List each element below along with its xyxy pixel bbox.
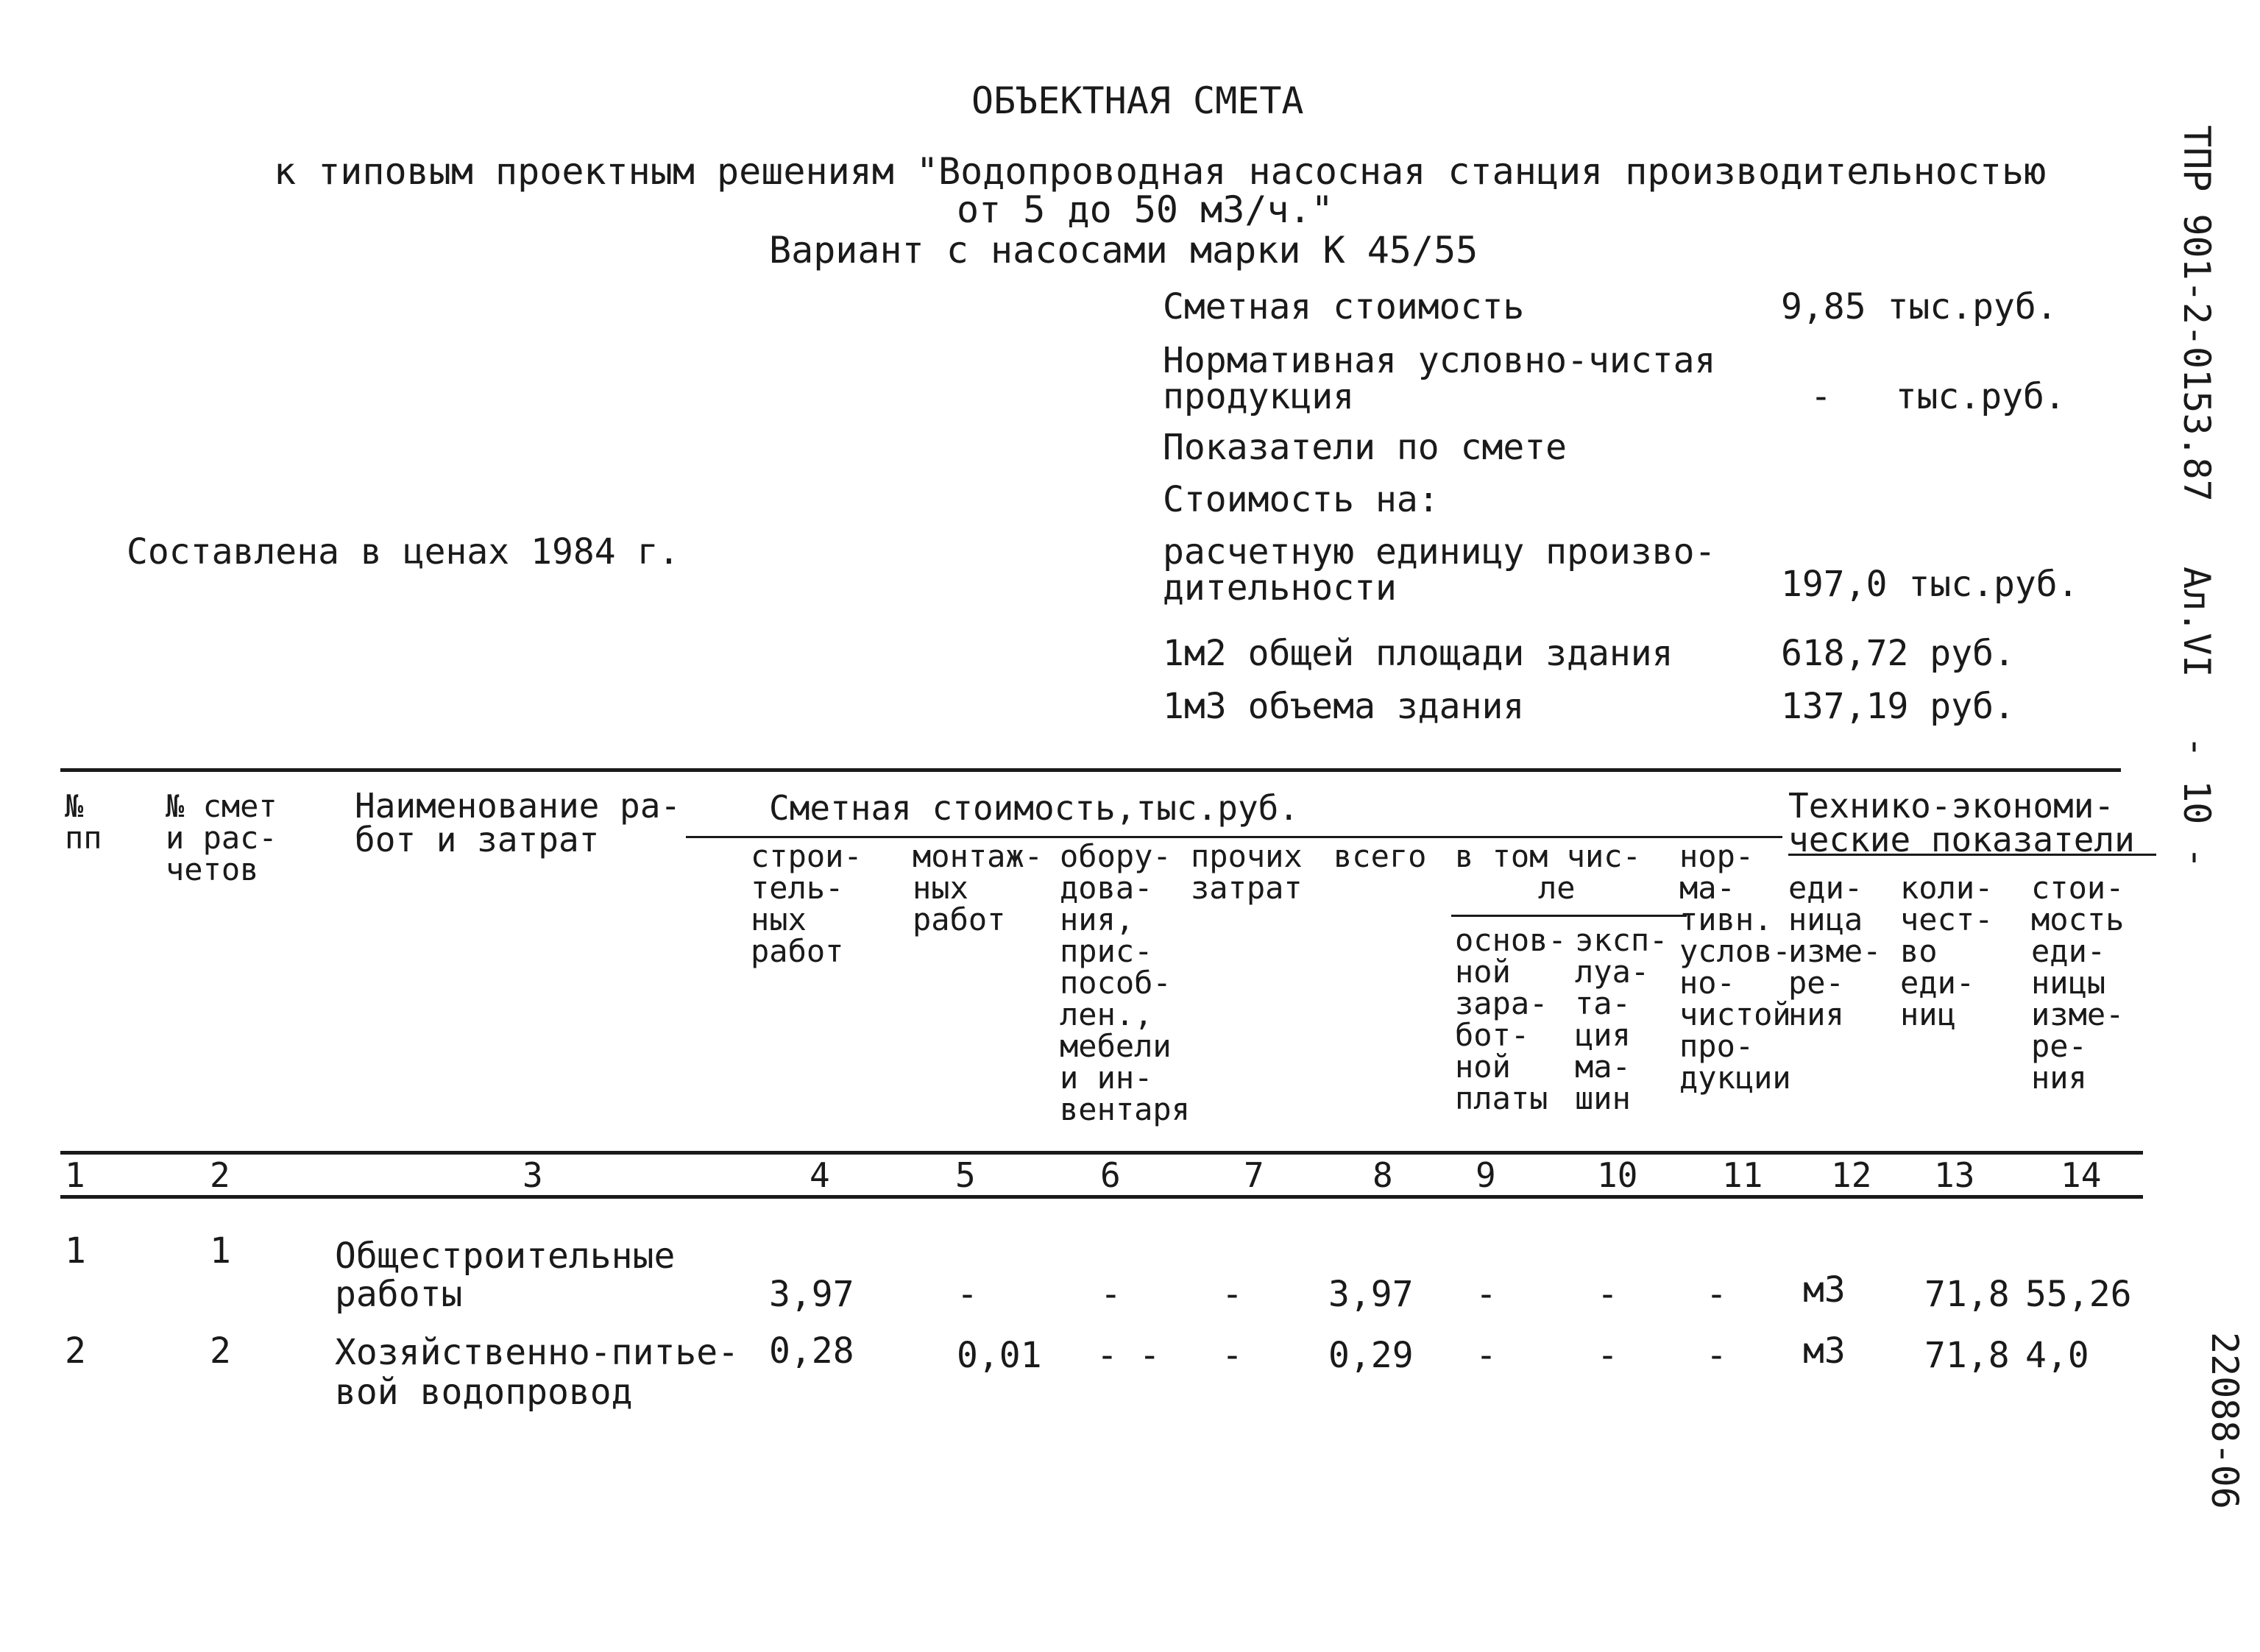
header-col12-line3: изме- (1788, 933, 1882, 969)
row1-name-line2: работы (335, 1274, 463, 1315)
header-col4-line2: тель- (751, 870, 844, 906)
page-number: - 10 - (2175, 736, 2218, 869)
column-numbers-rule (60, 1195, 2143, 1199)
header-col11-line8: дукции (1679, 1060, 1791, 1096)
header-col2-line3: четов (166, 851, 259, 887)
volume-label: 1м3 объема здания (1163, 686, 1525, 727)
normative-value: - тыс.руб. (1810, 376, 2066, 417)
inventory-stamp: 22088-06 (2203, 1332, 2246, 1509)
header-col10-line3: та- (1575, 985, 1631, 1021)
row1-num: 1 (65, 1230, 86, 1272)
column-number-6: 6 (1100, 1155, 1121, 1195)
row2-name-line1: Хозяйственно-питье- (335, 1332, 740, 1373)
column-number-7: 7 (1244, 1155, 1264, 1195)
row2-col11: - (1706, 1335, 1727, 1376)
row2-num: 2 (65, 1330, 86, 1372)
header-col5-line3: работ (913, 901, 1006, 937)
header-col3-line2: бот и затрат (355, 820, 600, 859)
header-col9-line5: ной (1455, 1049, 1511, 1085)
header-col13-line4: еди- (1900, 965, 1975, 1001)
indicators-label: Показатели по смете (1163, 427, 1568, 468)
header-col2-line1: № смет (166, 788, 277, 824)
header-col10-line4: ция (1575, 1017, 1631, 1053)
row2-estimate: 2 (210, 1330, 231, 1372)
header-cost-group: Сметная стоимость,тыс.руб. (769, 788, 1300, 828)
header-col10-line5: ма- (1575, 1049, 1631, 1085)
header-col11-line6: чистой (1679, 996, 1791, 1032)
header-col10-line1: эксп- (1575, 922, 1668, 958)
unit-label-line1: расчетную единицу произво- (1163, 531, 1716, 572)
header-col4-line3: ных (751, 901, 807, 937)
header-col14-line6: ре- (2031, 1028, 2087, 1064)
row2-col5: 0,01 (957, 1335, 1042, 1376)
header-incl-group-line1: в том чис- (1455, 838, 1641, 874)
header-col6-line8: и ин- (1060, 1060, 1153, 1096)
header-col8-line1: всего (1333, 838, 1427, 874)
area-value: 618,72 руб. (1781, 633, 2015, 674)
sheet-label: Ал.VI (2175, 567, 2218, 678)
header-col13-line1: коли- (1900, 870, 1994, 906)
table-top-rule (60, 768, 2121, 772)
row1-col10: - (1597, 1274, 1618, 1315)
header-col6-line4: прис- (1060, 933, 1153, 969)
cost-on-label: Стоимость на: (1163, 479, 1439, 520)
row2-col8: 0,29 (1328, 1335, 1414, 1376)
header-col9-line6: платы (1455, 1080, 1548, 1116)
row1-col11: - (1706, 1274, 1727, 1315)
row2-col10: - (1597, 1335, 1618, 1376)
row2-col4: 0,28 (769, 1330, 854, 1372)
header-col12-line2: ница (1788, 901, 1863, 937)
header-col5-line2: ных (913, 870, 968, 906)
incl-group-rule (1451, 915, 1687, 917)
row2-col14: 4,0 (2025, 1335, 2089, 1376)
document-title: ОБЪЕКТНАЯ СМЕТА (971, 79, 1304, 122)
column-number-14: 14 (2061, 1155, 2102, 1195)
row1-name-line1: Общестроительные (335, 1236, 676, 1277)
header-col11-line1: нор- (1679, 838, 1754, 874)
header-col11-line5: но- (1679, 965, 1735, 1001)
header-col13-line3: во (1900, 933, 1938, 969)
estimated-cost-value: 9,85 тыс.руб. (1781, 286, 2058, 327)
header-col11-line7: про- (1679, 1028, 1754, 1064)
document-subtitle-line2: от 5 до 50 м3/ч." (957, 188, 1333, 231)
unit-label-line2: дительности (1163, 567, 1397, 609)
header-col6-line2: дова- (1060, 870, 1153, 906)
header-col10-line6: шин (1575, 1080, 1631, 1116)
header-col14-line7: ния (2031, 1060, 2087, 1096)
header-col1-line1: № (65, 788, 84, 824)
header-col6-line9: вентаря (1060, 1091, 1191, 1127)
row1-col7: - (1222, 1274, 1243, 1315)
header-col6-line6: лен., (1060, 996, 1153, 1032)
row2-col9: - (1476, 1335, 1497, 1376)
column-number-11: 11 (1722, 1155, 1763, 1195)
normative-label-line2: продукция (1163, 376, 1355, 417)
header-col14-line2: мость (2031, 901, 2125, 937)
header-col13-line5: ниц (1900, 996, 1956, 1032)
header-col4-line4: работ (751, 933, 844, 969)
header-col6-line5: пособ- (1060, 965, 1172, 1001)
row1-col6: - (1100, 1274, 1122, 1315)
row1-col14: 55,26 (2025, 1274, 2132, 1315)
header-col9-line4: бот- (1455, 1017, 1530, 1053)
header-col4-line1: строи- (751, 838, 862, 874)
header-col2-line2: и рас- (166, 820, 277, 856)
row1-col12: м3 (1803, 1269, 1846, 1311)
row1-col13: 71,8 (1924, 1274, 2010, 1315)
row1-col8: 3,97 (1328, 1274, 1414, 1315)
column-number-1: 1 (65, 1155, 85, 1195)
row2-col13: 71,8 (1924, 1335, 2010, 1376)
header-col6-line7: мебели (1060, 1028, 1172, 1064)
header-col6-line1: обору- (1060, 838, 1172, 874)
header-col11-line2: ма- (1679, 870, 1735, 906)
row1-col4: 3,97 (769, 1274, 854, 1315)
row1-col5: - (957, 1274, 978, 1315)
column-number-8: 8 (1372, 1155, 1393, 1195)
header-col6-line3: ния, (1060, 901, 1135, 937)
header-col9-line1: основ- (1455, 922, 1567, 958)
column-number-13: 13 (1934, 1155, 1975, 1195)
estimated-cost-label: Сметная стоимость (1163, 286, 1525, 327)
header-incl-group-line2: ле (1538, 870, 1576, 906)
header-col10-line2: луа- (1575, 954, 1650, 990)
header-tech-group-line1: Технико-экономи- (1788, 786, 2115, 826)
header-col14-line5: изме- (2031, 996, 2125, 1032)
column-number-5: 5 (955, 1155, 976, 1195)
column-number-12: 12 (1831, 1155, 1872, 1195)
volume-value: 137,19 руб. (1781, 686, 2015, 727)
column-number-3: 3 (523, 1155, 543, 1195)
header-col9-line2: ной (1455, 954, 1511, 990)
area-label: 1м2 общей площади здания (1163, 633, 1673, 674)
header-col9-line3: зара- (1455, 985, 1548, 1021)
document-code: ТПР 901-2-0153.87 (2175, 125, 2218, 502)
header-col11-line4: услов- (1679, 933, 1791, 969)
row2-name-line2: вой водопровод (335, 1372, 633, 1413)
header-col13-line2: чест- (1900, 901, 1994, 937)
column-number-2: 2 (210, 1155, 230, 1195)
header-col1-line2: пп (65, 820, 102, 856)
unit-value: 197,0 тыс.руб. (1781, 564, 2079, 605)
column-number-9: 9 (1476, 1155, 1496, 1195)
header-tech-group-line2: ческие показатели (1788, 820, 2135, 859)
header-col14-line3: еди- (2031, 933, 2106, 969)
normative-label-line1: Нормативная условно-чистая (1163, 340, 1716, 381)
header-col12-line1: еди- (1788, 870, 1863, 906)
document-subtitle-line1: к типовым проектным решениям "Водопроводная насосная станция производительностью (274, 150, 2047, 193)
column-number-4: 4 (810, 1155, 830, 1195)
row2-col12: м3 (1803, 1330, 1846, 1372)
header-col12-line5: ния (1788, 996, 1844, 1032)
header-col14-line1: стои- (2031, 870, 2125, 906)
header-bottom-rule (60, 1151, 2143, 1155)
header-col3-line1: Наименование ра- (355, 786, 681, 826)
header-col14-line4: ницы (2031, 965, 2106, 1001)
row1-estimate: 1 (210, 1230, 231, 1272)
row2-col7: - (1222, 1335, 1243, 1376)
header-col7-line2: затрат (1191, 870, 1303, 906)
header-col5-line1: монтаж- (913, 838, 1044, 874)
row2-col6: - - (1097, 1335, 1161, 1376)
header-col12-line4: ре- (1788, 965, 1844, 1001)
header-col11-line3: тивн. (1679, 901, 1773, 937)
column-number-10: 10 (1597, 1155, 1638, 1195)
row1-col9: - (1476, 1274, 1497, 1315)
header-col7-line1: прочих (1191, 838, 1303, 874)
prices-note: Составлена в ценах 1984 г. (127, 531, 680, 572)
document-variant: Вариант с насосами марки К 45/55 (769, 229, 1478, 272)
